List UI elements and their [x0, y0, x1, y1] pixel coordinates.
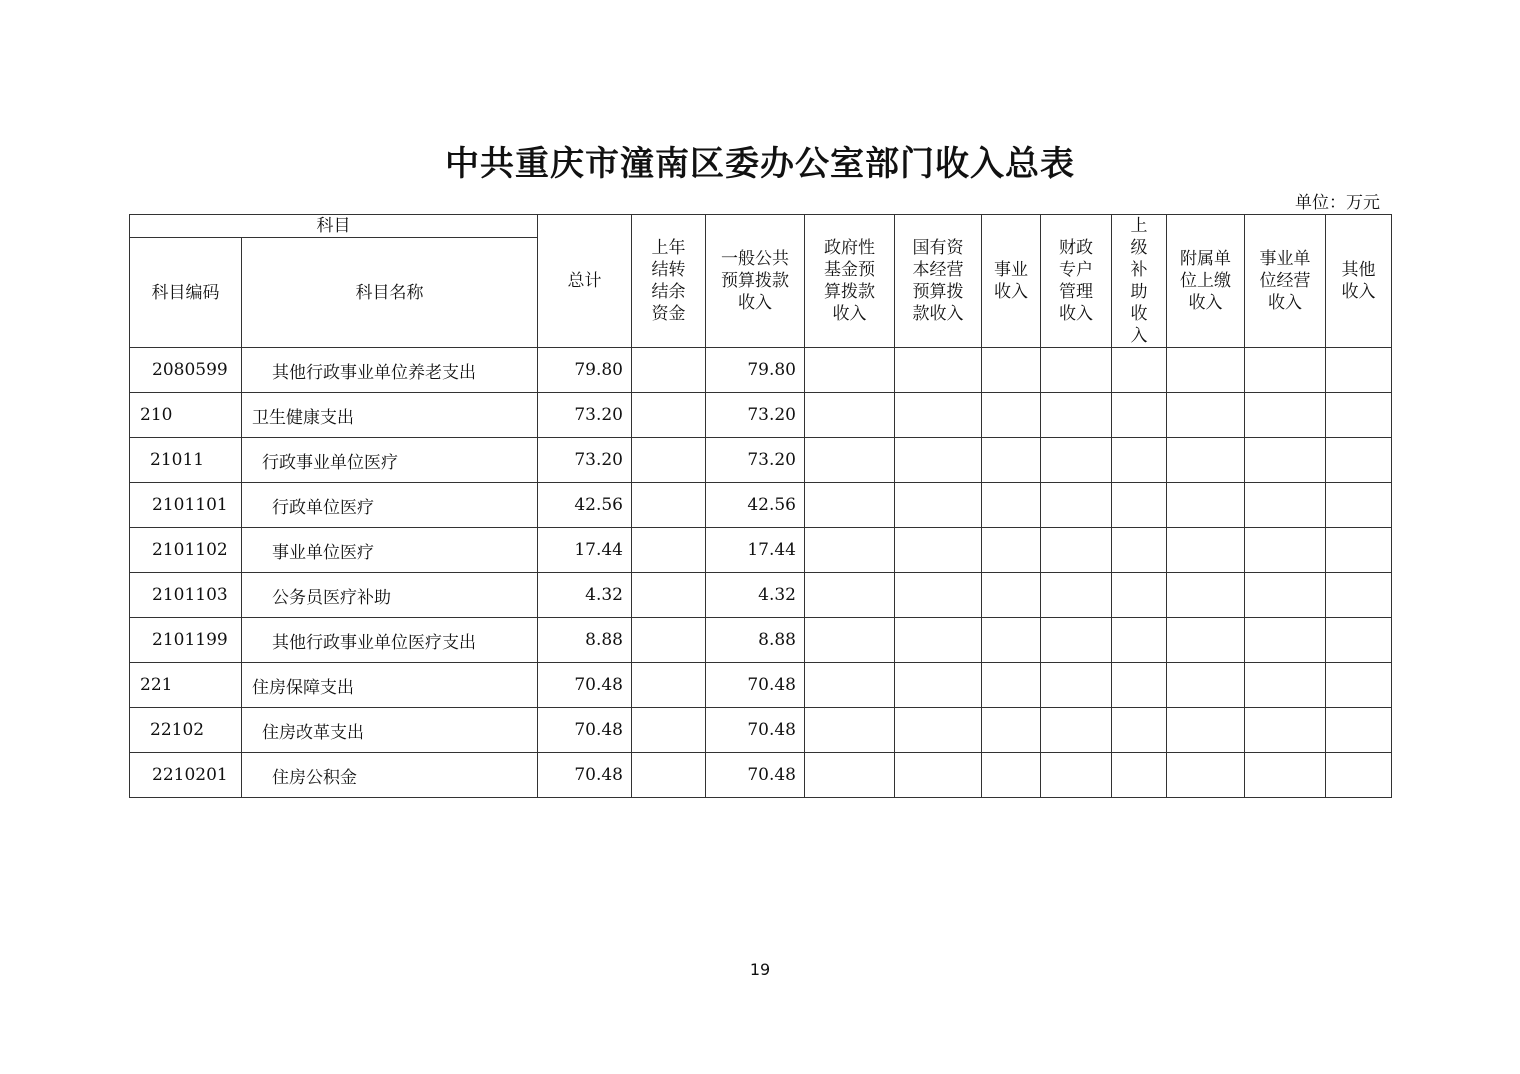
- cell-affiliated: [1167, 483, 1245, 528]
- header-subject: 科目: [130, 215, 538, 238]
- cell-state-capital: [895, 528, 982, 573]
- cell-fiscal-special: [1041, 753, 1112, 798]
- cell-code: 2080599: [130, 348, 242, 393]
- cell-gov-fund: [805, 483, 895, 528]
- cell-superior-subsidy: [1112, 528, 1167, 573]
- cell-other: [1326, 528, 1392, 573]
- cell-name: 公务员医疗补助: [242, 573, 538, 618]
- cell-state-capital: [895, 663, 982, 708]
- cell-state-capital: [895, 483, 982, 528]
- header-superior-subsidy-text: 上级补助收入: [1130, 216, 1148, 346]
- cell-total: 79.80: [538, 348, 632, 393]
- cell-total: 4.32: [538, 573, 632, 618]
- cell-superior-subsidy: [1112, 573, 1167, 618]
- cell-business: [982, 438, 1041, 483]
- cell-name: 其他行政事业单位养老支出: [242, 348, 538, 393]
- header-fiscal-special: [1041, 215, 1112, 348]
- header-name: 科目名称: [242, 238, 538, 348]
- cell-general: 70.48: [706, 753, 805, 798]
- cell-carryover: [632, 663, 706, 708]
- header-affiliated: [1167, 215, 1245, 348]
- table-row: [130, 573, 1392, 618]
- header-business: [982, 215, 1041, 348]
- header-other-text: 其他收入: [1341, 260, 1376, 302]
- cell-name: 事业单位医疗: [242, 528, 538, 573]
- cell-business: [982, 663, 1041, 708]
- cell-gov-fund: [805, 573, 895, 618]
- cell-affiliated: [1167, 663, 1245, 708]
- cell-other: [1326, 483, 1392, 528]
- table-row: [130, 708, 1392, 753]
- cell-fiscal-special: [1041, 393, 1112, 438]
- page-number: 19: [749, 960, 771, 979]
- cell-code: 210: [130, 393, 242, 438]
- cell-name: 住房公积金: [242, 753, 538, 798]
- header-fiscal-special-text: 财政专户管理收入: [1059, 238, 1093, 324]
- header-other: [1326, 215, 1392, 348]
- cell-fiscal-special: [1041, 438, 1112, 483]
- cell-code: 2101102: [130, 528, 242, 573]
- cell-code: 2101199: [130, 618, 242, 663]
- cell-business: [982, 753, 1041, 798]
- header-business-operation-text: 事业单位经营收入: [1259, 249, 1311, 313]
- cell-gov-fund: [805, 663, 895, 708]
- cell-name: 住房保障支出: [242, 663, 538, 708]
- cell-gov-fund: [805, 618, 895, 663]
- table-row: [130, 618, 1392, 663]
- header-code: 科目编码: [130, 238, 242, 348]
- cell-state-capital: [895, 393, 982, 438]
- cell-business-operation: [1245, 393, 1326, 438]
- header-gov-fund: [805, 215, 895, 348]
- cell-general: 70.48: [706, 663, 805, 708]
- cell-business-operation: [1245, 528, 1326, 573]
- cell-superior-subsidy: [1112, 753, 1167, 798]
- cell-business: [982, 618, 1041, 663]
- cell-affiliated: [1167, 753, 1245, 798]
- cell-business: [982, 573, 1041, 618]
- cell-business-operation: [1245, 618, 1326, 663]
- cell-business-operation: [1245, 663, 1326, 708]
- cell-total: 8.88: [538, 618, 632, 663]
- cell-name: 行政单位医疗: [242, 483, 538, 528]
- cell-state-capital: [895, 438, 982, 483]
- cell-fiscal-special: [1041, 663, 1112, 708]
- cell-general: 8.88: [706, 618, 805, 663]
- header-carryover-text: 上年结转结余资金: [651, 238, 686, 324]
- cell-name: 行政事业单位医疗: [242, 438, 538, 483]
- cell-name: 卫生健康支出: [242, 393, 538, 438]
- cell-carryover: [632, 573, 706, 618]
- table-row: [130, 663, 1392, 708]
- header-state-capital-text: 国有资本经营预算拨款收入: [912, 238, 964, 324]
- cell-general: 73.20: [706, 438, 805, 483]
- header-business-text: 事业收入: [994, 260, 1028, 302]
- cell-total: 17.44: [538, 528, 632, 573]
- cell-total: 70.48: [538, 708, 632, 753]
- cell-fiscal-special: [1041, 618, 1112, 663]
- header-state-capital: [895, 215, 982, 348]
- table-row: [130, 438, 1392, 483]
- cell-code: 22102: [130, 708, 242, 753]
- cell-general: 17.44: [706, 528, 805, 573]
- unit-label: 单位：万元: [1295, 193, 1380, 213]
- cell-general: 42.56: [706, 483, 805, 528]
- cell-business-operation: [1245, 708, 1326, 753]
- cell-affiliated: [1167, 528, 1245, 573]
- cell-fiscal-special: [1041, 573, 1112, 618]
- cell-other: [1326, 618, 1392, 663]
- cell-business-operation: [1245, 348, 1326, 393]
- cell-other: [1326, 393, 1392, 438]
- cell-fiscal-special: [1041, 708, 1112, 753]
- cell-business: [982, 528, 1041, 573]
- cell-superior-subsidy: [1112, 708, 1167, 753]
- cell-fiscal-special: [1041, 528, 1112, 573]
- cell-general: 79.80: [706, 348, 805, 393]
- cell-superior-subsidy: [1112, 483, 1167, 528]
- cell-superior-subsidy: [1112, 618, 1167, 663]
- cell-superior-subsidy: [1112, 438, 1167, 483]
- cell-state-capital: [895, 348, 982, 393]
- cell-code: 2101101: [130, 483, 242, 528]
- cell-gov-fund: [805, 438, 895, 483]
- header-affiliated-text: 附属单位上缴收入: [1180, 249, 1231, 313]
- cell-carryover: [632, 438, 706, 483]
- cell-other: [1326, 753, 1392, 798]
- cell-code: 21011: [130, 438, 242, 483]
- cell-superior-subsidy: [1112, 663, 1167, 708]
- cell-gov-fund: [805, 528, 895, 573]
- cell-other: [1326, 573, 1392, 618]
- cell-general: 70.48: [706, 708, 805, 753]
- cell-state-capital: [895, 708, 982, 753]
- cell-carryover: [632, 348, 706, 393]
- cell-carryover: [632, 483, 706, 528]
- header-carryover: [632, 215, 706, 348]
- cell-state-capital: [895, 753, 982, 798]
- cell-general: 4.32: [706, 573, 805, 618]
- cell-fiscal-special: [1041, 348, 1112, 393]
- table-row: [130, 393, 1392, 438]
- cell-total: 70.48: [538, 663, 632, 708]
- cell-affiliated: [1167, 708, 1245, 753]
- income-summary-table: [129, 214, 1392, 798]
- table-row: [130, 753, 1392, 798]
- table-row: [130, 348, 1392, 393]
- cell-fiscal-special: [1041, 483, 1112, 528]
- header-gov-fund-text: 政府性基金预算拨款收入: [824, 238, 875, 324]
- cell-code: 2101103: [130, 573, 242, 618]
- cell-business-operation: [1245, 483, 1326, 528]
- cell-other: [1326, 663, 1392, 708]
- cell-code: 2210201: [130, 753, 242, 798]
- header-general: [706, 215, 805, 348]
- cell-total: 42.56: [538, 483, 632, 528]
- cell-state-capital: [895, 573, 982, 618]
- cell-business-operation: [1245, 438, 1326, 483]
- cell-superior-subsidy: [1112, 348, 1167, 393]
- cell-affiliated: [1167, 618, 1245, 663]
- header-general-text: 一般公共预算拨款收入: [721, 249, 789, 313]
- cell-affiliated: [1167, 573, 1245, 618]
- cell-total: 73.20: [538, 438, 632, 483]
- cell-business-operation: [1245, 753, 1326, 798]
- cell-general: 73.20: [706, 393, 805, 438]
- cell-other: [1326, 708, 1392, 753]
- table-row: [130, 483, 1392, 528]
- page-title: 中共重庆市潼南区委办公室部门收入总表: [445, 144, 1075, 184]
- cell-carryover: [632, 528, 706, 573]
- cell-total: 73.20: [538, 393, 632, 438]
- cell-carryover: [632, 393, 706, 438]
- cell-gov-fund: [805, 393, 895, 438]
- cell-business: [982, 483, 1041, 528]
- cell-name: 其他行政事业单位医疗支出: [242, 618, 538, 663]
- cell-superior-subsidy: [1112, 393, 1167, 438]
- cell-carryover: [632, 753, 706, 798]
- cell-business: [982, 708, 1041, 753]
- cell-gov-fund: [805, 348, 895, 393]
- cell-other: [1326, 438, 1392, 483]
- cell-business: [982, 393, 1041, 438]
- cell-business-operation: [1245, 573, 1326, 618]
- cell-affiliated: [1167, 438, 1245, 483]
- cell-gov-fund: [805, 753, 895, 798]
- cell-name: 住房改革支出: [242, 708, 538, 753]
- header-total: 总计: [538, 215, 632, 348]
- cell-affiliated: [1167, 348, 1245, 393]
- cell-business: [982, 348, 1041, 393]
- cell-carryover: [632, 708, 706, 753]
- cell-gov-fund: [805, 708, 895, 753]
- header-superior-subsidy: [1112, 215, 1167, 348]
- cell-total: 70.48: [538, 753, 632, 798]
- cell-affiliated: [1167, 393, 1245, 438]
- header-business-operation: [1245, 215, 1326, 348]
- cell-other: [1326, 348, 1392, 393]
- table-row: [130, 528, 1392, 573]
- cell-state-capital: [895, 618, 982, 663]
- cell-code: 221: [130, 663, 242, 708]
- cell-carryover: [632, 618, 706, 663]
